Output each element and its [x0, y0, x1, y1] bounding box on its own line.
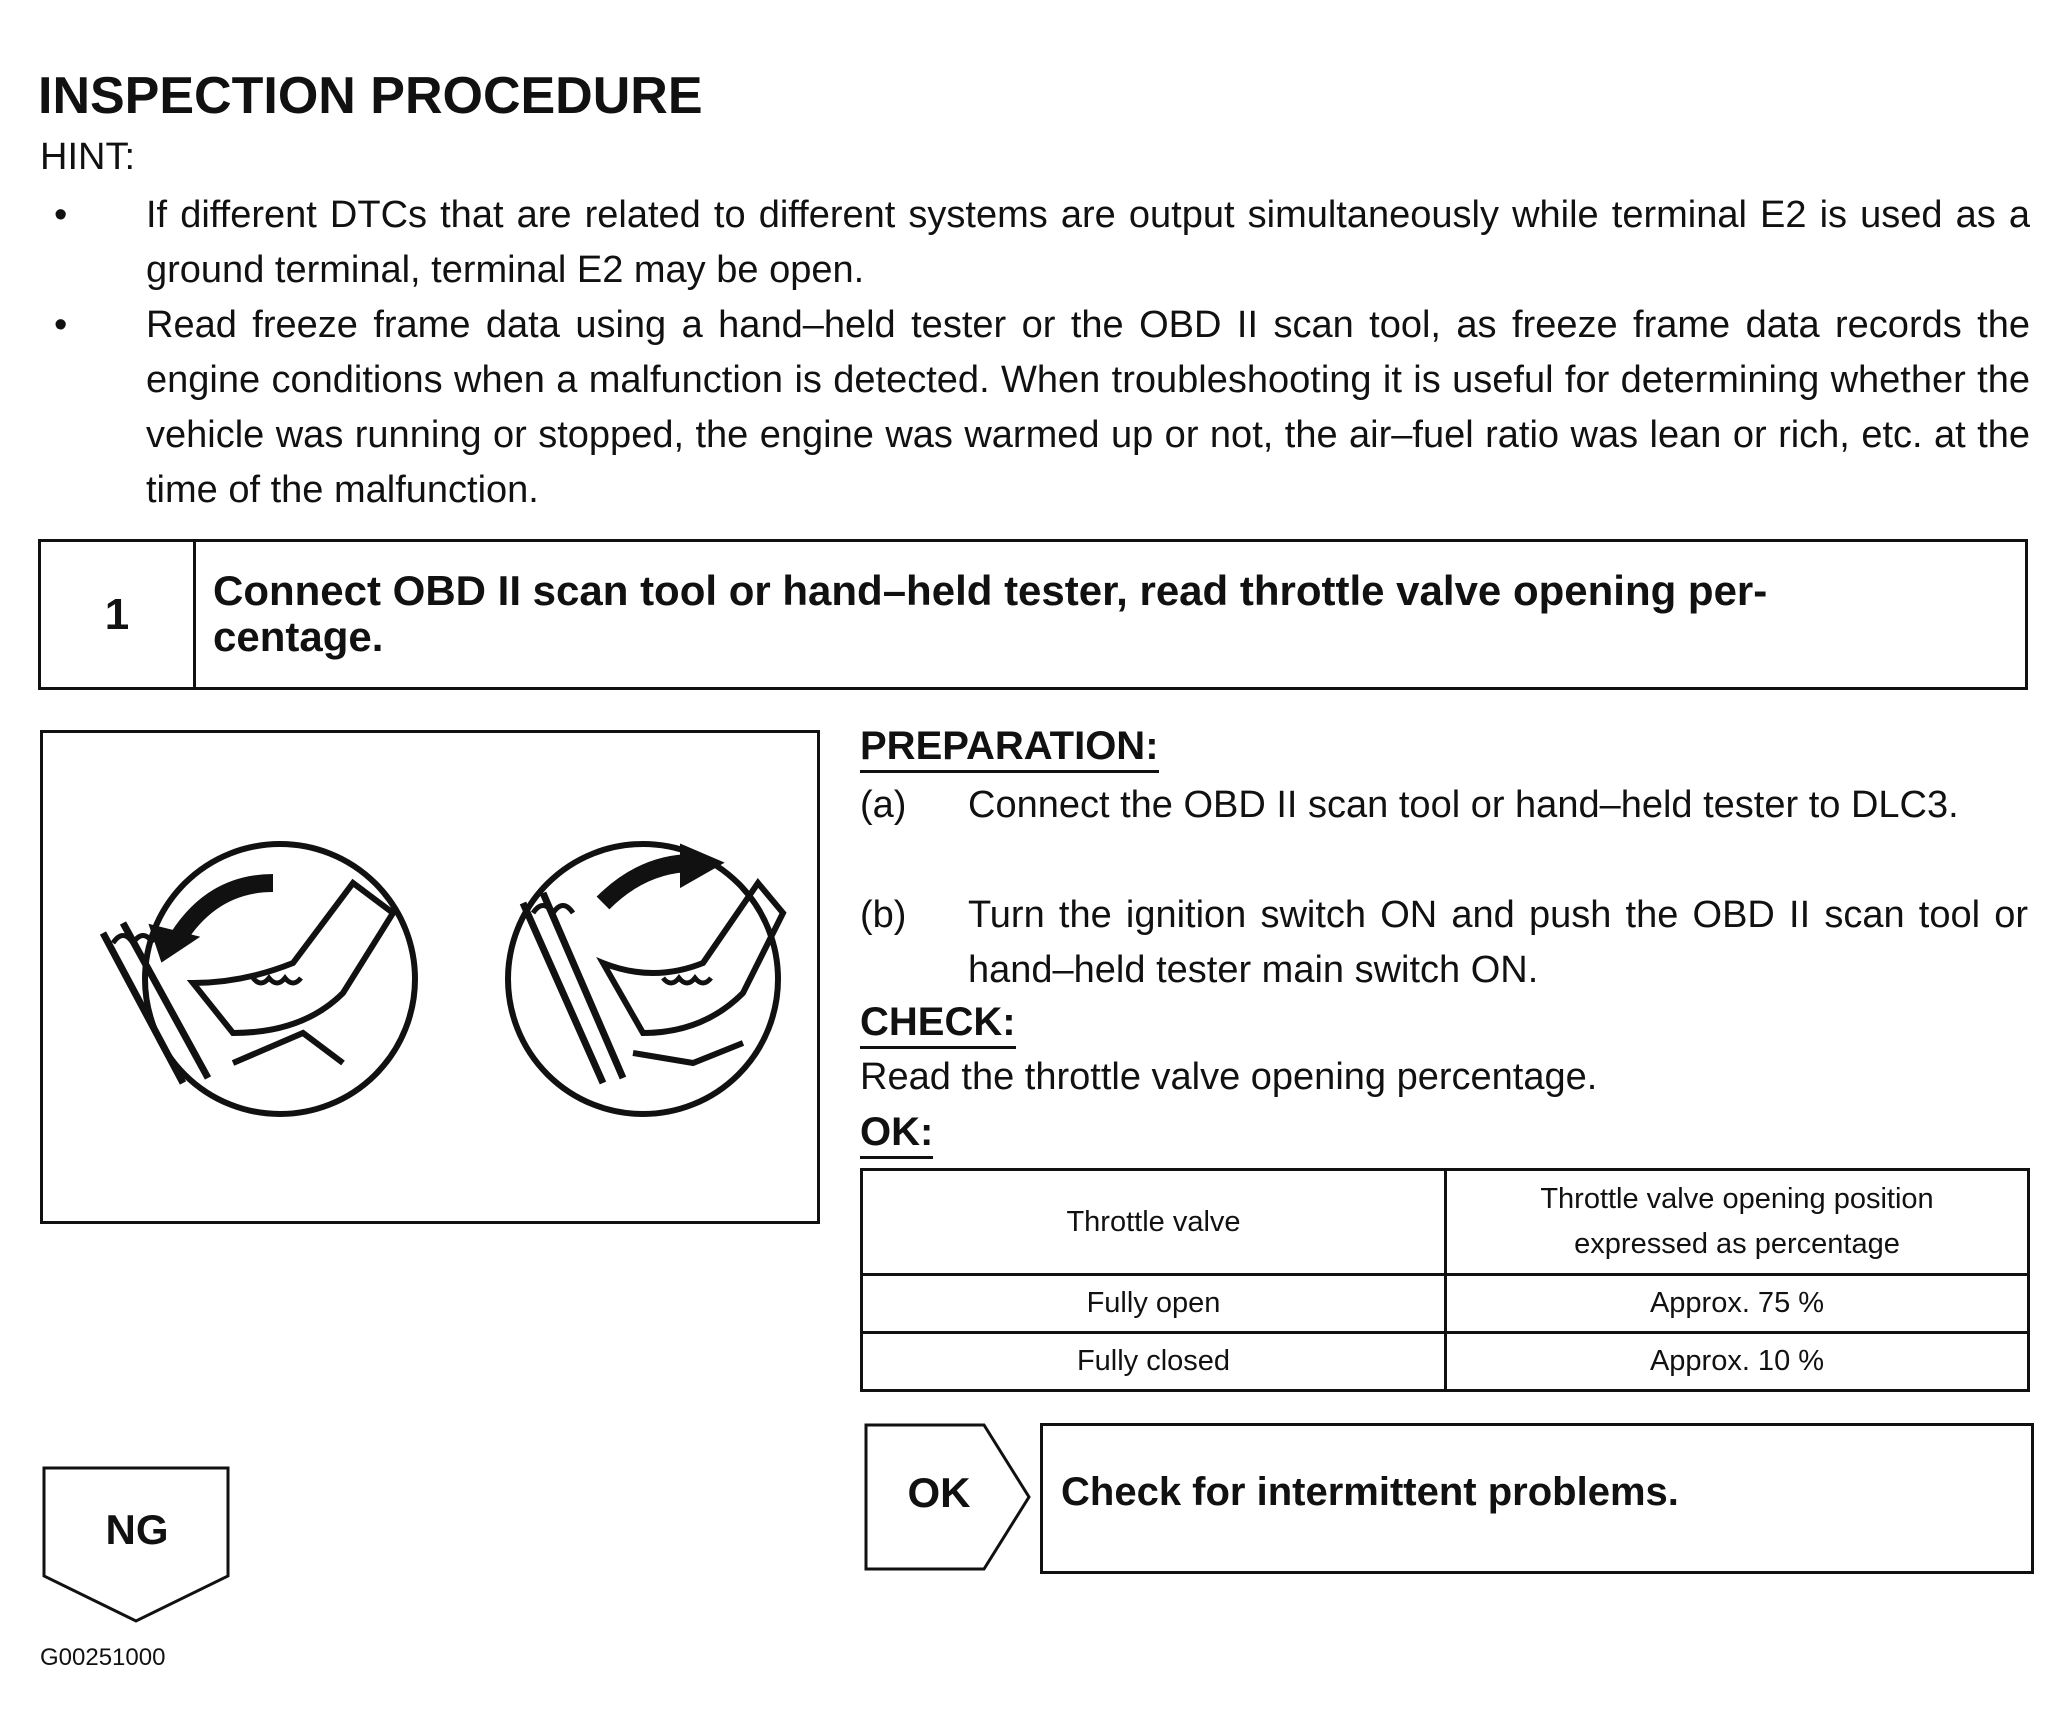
table-header-cell: Throttle valve opening position expressed as percentage [1446, 1170, 2029, 1275]
table-cell: Approx. 10 % [1446, 1333, 2029, 1391]
spec-table [860, 1168, 2030, 1392]
preparation-heading: PREPARATION: [860, 724, 1159, 773]
table-row [862, 1275, 2029, 1333]
check-heading: CHECK: [860, 1000, 1016, 1049]
bullet-icon: • [54, 194, 68, 236]
preparation-item-label: (b) [860, 894, 907, 936]
hint-item [40, 188, 2030, 300]
bullet-icon: • [54, 304, 68, 346]
preparation-item [860, 778, 2028, 888]
ok-arrow-tag [864, 1423, 1034, 1571]
ok-label: OK [907, 1469, 971, 1516]
table-cell: Fully closed [862, 1333, 1446, 1391]
pedal-released-icon [103, 844, 415, 1114]
hint-label: HINT: [40, 136, 135, 178]
ng-label: NG [105, 1506, 169, 1553]
ok-heading: OK: [860, 1110, 933, 1159]
table-cell: Fully open [862, 1275, 1446, 1333]
step-number: 1 [41, 542, 196, 687]
preparation-item-label: (a) [860, 784, 907, 826]
step-box [38, 539, 2028, 690]
ng-arrow-tag [42, 1466, 232, 1626]
preparation-item-text: Connect the OBD II scan tool or hand–held tester to DLC3. [968, 784, 1959, 826]
table-header-row [862, 1170, 2029, 1275]
table-row [862, 1333, 2029, 1391]
preparation-item-text: Turn the ignition switch ON and push the OBD II scan tool or hand–held tester main switch ON. [968, 894, 2028, 991]
preparation-item [860, 888, 2028, 998]
table-header-cell: Throttle valve [862, 1170, 1446, 1275]
check-text: Read the throttle valve opening percentage. [860, 1056, 1598, 1098]
ok-result-box [1040, 1423, 2034, 1574]
page-title: INSPECTION PROCEDURE [38, 67, 703, 125]
hint-text: Read freeze frame data using a hand–held tester or the OBD II scan tool, as freeze frame data records the engine conditions when a malfunction is detected. When troubleshooting it is useful for determining whether the vehicle was running or stopped, the engine was warmed up or not, the air–fuel ratio was lean or rich, etc. at the time of the malfunction. [146, 304, 2030, 511]
accelerator-pedal-illustration [43, 733, 817, 1221]
figure-id: G00251000 [40, 1644, 166, 1671]
ok-result-text: Check for intermittent problems. [1061, 1470, 1679, 1514]
step-text: Connect OBD II scan tool or hand–held tester, read throttle valve opening per- centage. [213, 567, 1768, 660]
table-cell: Approx. 75 % [1446, 1275, 2029, 1333]
hint-text: If different DTCs that are related to different systems are output simultaneously while terminal E2 is used as a ground terminal, terminal E2 may be open. [146, 194, 2030, 291]
pedal-figure [40, 730, 820, 1224]
pedal-pressed-icon [508, 844, 783, 1114]
hint-item [40, 298, 2030, 520]
